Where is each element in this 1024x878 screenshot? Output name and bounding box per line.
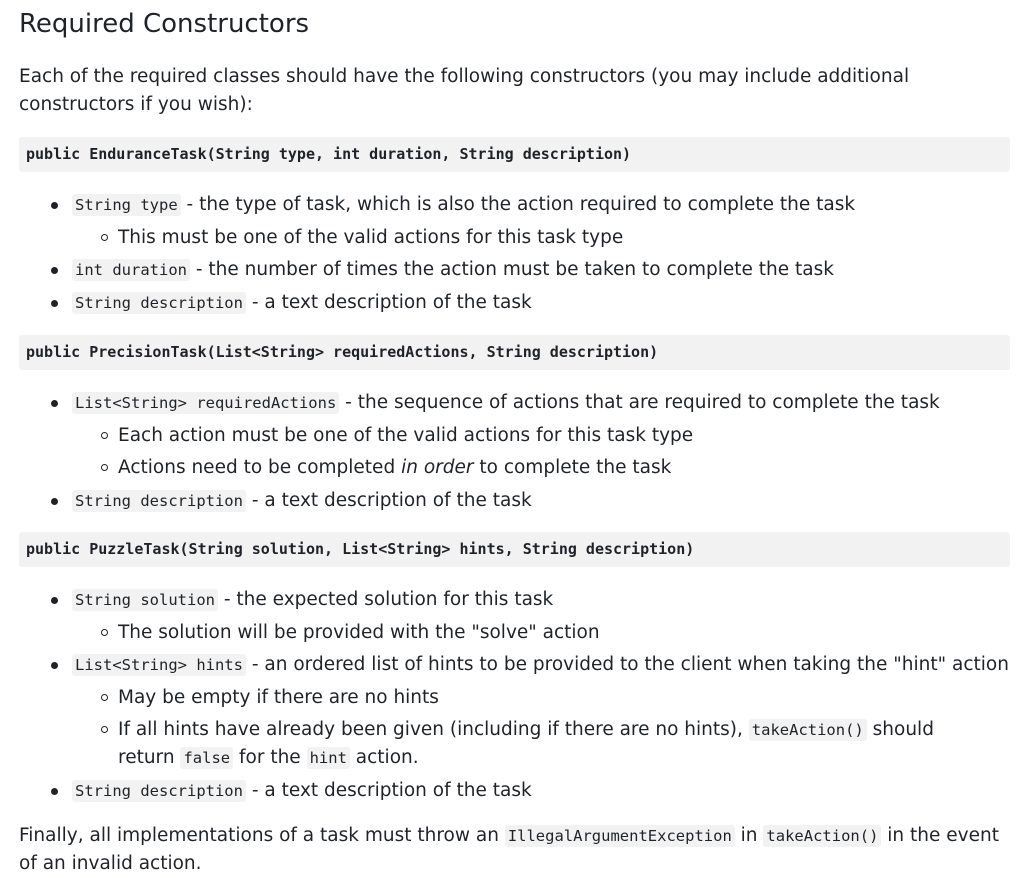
list-item (72, 716, 1010, 772)
precision-task-signature: public PrecisionTask(List<String> requiredActions, String description) (19, 335, 1010, 370)
intro-paragraph: Each of the required classes should have the following constructors (you may include additional constructors if you wish): (19, 66, 910, 115)
param-code: String solution (72, 589, 218, 611)
param-code: String type (72, 194, 181, 216)
list-item (72, 454, 1010, 482)
param-code: List<String> hints (72, 654, 246, 676)
sub-note: to complete the task (473, 457, 672, 478)
sub-note: This must be one of the valid actions for this task type (118, 226, 624, 248)
list-item (72, 619, 1010, 647)
list-item (19, 289, 1010, 317)
precision-task-params (19, 389, 1010, 519)
param-code: String description (72, 292, 246, 314)
sub-note: May be empty if there are no hints (118, 686, 439, 708)
param-code: int duration (72, 259, 190, 281)
final-paragraph (19, 822, 1010, 878)
inline-code: takeAction() (749, 719, 867, 741)
puzzle-task-params (19, 586, 1010, 809)
param-description: - a text description of the task (245, 489, 532, 511)
emphasis-text: in order (401, 457, 474, 478)
param-description: - the sequence of actions that are required to complete the task (339, 392, 940, 413)
sub-note: should return (118, 719, 934, 768)
final-text: in the event of an invalid action. (19, 825, 999, 874)
final-text: in (734, 825, 764, 846)
inline-code: hint (307, 747, 350, 769)
sub-note: action. (349, 747, 419, 768)
param-description: - the expected solution for this task (217, 589, 554, 610)
list-item (19, 651, 1010, 772)
param-code: String description (72, 780, 246, 802)
param-description: - the type of task, which is also the action required to complete the task (180, 194, 856, 215)
param-description: - a text description of the task (245, 291, 532, 313)
list-item (72, 422, 1010, 450)
list-item (19, 487, 1010, 515)
sub-note: If all hints have already been given (including if there are no hints), (118, 719, 749, 740)
param-description: - the number of times the action must be taken to complete the task (189, 259, 834, 280)
sub-note: Each action must be one of the valid actions for this task type (118, 424, 694, 446)
endurance-task-params (19, 191, 1010, 321)
sub-note: The solution will be provided with the "solve" action (118, 621, 600, 643)
inline-code: IllegalArgumentException (505, 825, 735, 847)
list-item (72, 684, 1010, 712)
list-item (19, 389, 1010, 482)
section-heading: Required Constructors (19, 9, 310, 39)
sub-note: Actions need to be completed (118, 457, 402, 478)
endurance-task-signature: public EnduranceTask(String type, int duration, String description) (19, 137, 1010, 172)
list-item (19, 191, 1010, 252)
list-item (19, 777, 1010, 805)
param-description: - an ordered list of hints to be provided to the client when taking the "hint" action (245, 654, 1009, 675)
inline-code: takeAction() (763, 825, 881, 847)
param-code: List<String> requiredActions (72, 392, 339, 414)
list-item (72, 224, 1010, 252)
final-text: Finally, all implementations of a task must throw an (19, 825, 505, 846)
param-description: - a text description of the task (245, 779, 532, 801)
list-item (19, 586, 1010, 647)
inline-code: false (180, 747, 233, 769)
param-code: String description (72, 490, 246, 512)
list-item (19, 256, 1010, 284)
puzzle-task-signature: public PuzzleTask(String solution, List<String> hints, String description) (19, 532, 1010, 567)
sub-note: for the (233, 747, 307, 768)
